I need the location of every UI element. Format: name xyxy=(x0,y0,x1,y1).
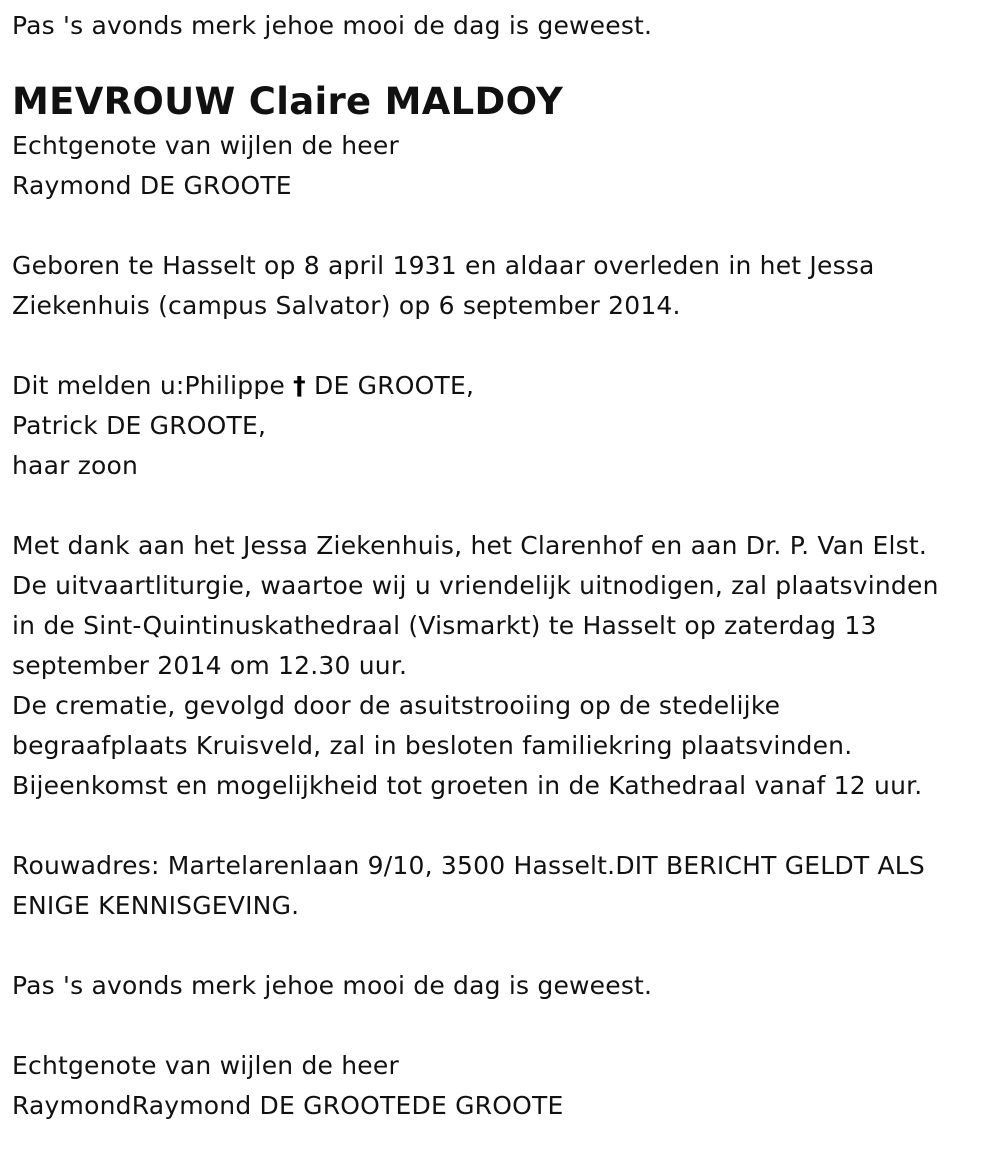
ceremony-line-6: begraafplaats Kruisveld, zal in besloten familiekring plaatsvinden. xyxy=(12,731,853,760)
spouse-line-1: Echtgenote van wijlen de heer xyxy=(12,131,399,160)
announcer-prefix: Dit melden u:Philippe xyxy=(12,371,286,400)
birth-death-line-2: Ziekenhuis (campus Salvator) op 6 september 2014. xyxy=(12,291,681,320)
address-line-2: ENIGE KENNISGEVING. xyxy=(12,891,300,920)
announcer-first-surname: DE GROOTE, xyxy=(314,371,475,400)
ceremony-line-5: De crematie, gevolgd door de asuitstrooiing op de stedelijke xyxy=(12,691,781,720)
closing-spouse-line-1: Echtgenote van wijlen de heer xyxy=(12,1051,399,1080)
obituary-notice xyxy=(12,6,988,1126)
announcer-line-2: Patrick DE GROOTE, xyxy=(12,411,267,440)
deceased-name: MEVROUW Claire MALDOY xyxy=(12,80,564,123)
spouse-line-2: Raymond DE GROOTE xyxy=(12,171,292,200)
spacer xyxy=(12,926,988,966)
closing-spouse-line-2: RaymondRaymond DE GROOTEDE GROOTE xyxy=(12,1091,564,1120)
ceremony-line-4: september 2014 om 12.30 uur. xyxy=(12,651,408,680)
announcer-line-1 xyxy=(12,366,988,406)
spacer xyxy=(12,806,988,846)
birth-death-line-1: Geboren te Hasselt op 8 april 1931 en aldaar overleden in het Jessa xyxy=(12,251,875,280)
spacer xyxy=(12,206,988,246)
cross-icon: † xyxy=(293,371,306,400)
closing-motto: Pas 's avonds merk jehoe mooi de dag is geweest. xyxy=(12,971,653,1000)
ceremony-line-7: Bijeenkomst en mogelijkheid tot groeten in de Kathedraal vanaf 12 uur. xyxy=(12,771,923,800)
spacer xyxy=(12,1006,988,1046)
ceremony-line-3: in de Sint-Quintinuskathedraal (Vismarkt) te Hasselt op zaterdag 13 xyxy=(12,611,877,640)
spacer xyxy=(12,486,988,526)
ceremony-line-1: Met dank aan het Jessa Ziekenhuis, het Clarenhof en aan Dr. P. Van Elst. xyxy=(12,531,927,560)
spacer xyxy=(12,326,988,366)
announcer-relation: haar zoon xyxy=(12,451,139,480)
ceremony-line-2: De uitvaartliturgie, waartoe wij u vriendelijk uitnodigen, zal plaatsvinden xyxy=(12,571,939,600)
address-line-1: Rouwadres: Martelarenlaan 9/10, 3500 Hasselt.DIT BERICHT GELDT ALS xyxy=(12,851,925,880)
opening-motto: Pas 's avonds merk jehoe mooi de dag is geweest. xyxy=(12,11,653,40)
